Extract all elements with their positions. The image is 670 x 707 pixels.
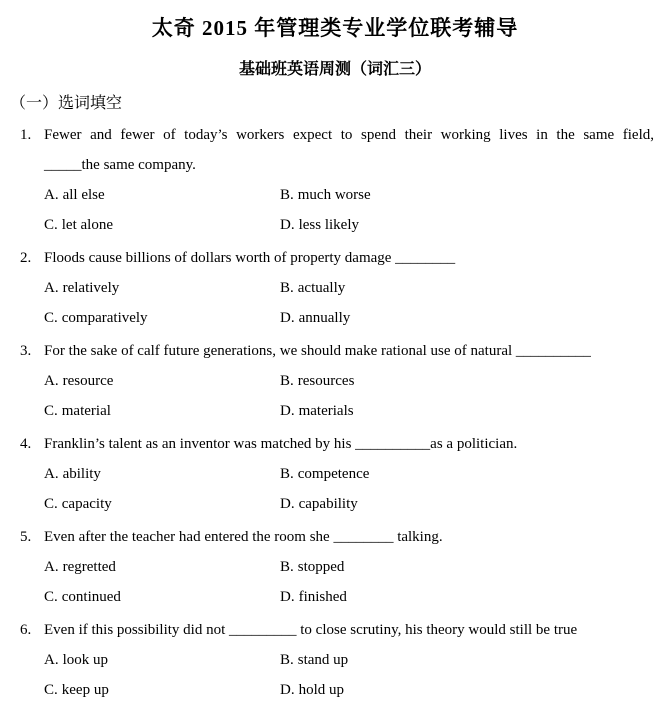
option-text: materials [298, 403, 354, 419]
question-body [44, 243, 654, 333]
option-c [44, 489, 280, 519]
option-label: D. [280, 496, 295, 512]
option-text: resource [62, 373, 114, 389]
option-label: A. [44, 652, 59, 668]
option-a [44, 180, 280, 210]
question-text-line: Floods cause billions of dollars worth of property damage ________ [44, 250, 456, 266]
option-text: keep up [61, 682, 109, 698]
question-text-line: _____the same company. [44, 157, 196, 173]
option-a [44, 366, 280, 396]
option-row [44, 366, 654, 396]
option-label: C. [44, 217, 58, 233]
question-number: 1. [20, 127, 32, 143]
option-label: B. [280, 187, 294, 203]
question-text-line: Fewer and fewer of today’s workers expect to spend their working lives in the same field, [44, 127, 654, 143]
option-text: regretted [62, 559, 116, 575]
question-4 [0, 429, 670, 519]
option-label: D. [280, 217, 295, 233]
option-text: annually [298, 310, 351, 326]
option-label: C. [44, 496, 58, 512]
option-label: A. [44, 466, 59, 482]
option-row [44, 489, 654, 519]
option-label: C. [44, 403, 58, 419]
option-label: C. [44, 682, 58, 698]
question-body [44, 615, 654, 705]
option-text: relatively [62, 280, 120, 296]
option-row [44, 210, 654, 240]
option-text: ability [62, 466, 101, 482]
option-label: A. [44, 373, 59, 389]
option-b [280, 366, 654, 396]
option-a [44, 273, 280, 303]
option-label: D. [280, 682, 295, 698]
option-c [44, 582, 280, 612]
option-d [280, 489, 654, 519]
option-row [44, 459, 654, 489]
option-c [44, 210, 280, 240]
question-2 [0, 243, 670, 333]
option-row [44, 552, 654, 582]
option-b [280, 273, 654, 303]
option-text: stand up [297, 652, 349, 668]
option-label: A. [44, 280, 59, 296]
option-row [44, 303, 654, 333]
option-b [280, 645, 654, 675]
option-a [44, 645, 280, 675]
question-1 [0, 120, 670, 240]
option-label: C. [44, 589, 58, 605]
option-text: competence [297, 466, 370, 482]
option-row [44, 645, 654, 675]
option-label: A. [44, 559, 59, 575]
option-text: hold up [298, 682, 345, 698]
question-body [44, 429, 654, 519]
option-c [44, 675, 280, 705]
option-row [44, 675, 654, 705]
page-title: 太奇 2015 年管理类专业学位联考辅导 [151, 16, 519, 40]
question-6 [0, 615, 670, 705]
question-number: 6. [20, 622, 32, 638]
option-text: comparatively [61, 310, 148, 326]
question-body [44, 120, 654, 240]
question-text-line: Franklin’s talent as an inventor was matched by his __________as a politician. [44, 436, 518, 452]
option-b [280, 180, 654, 210]
option-text: continued [61, 589, 121, 605]
option-label: B. [280, 466, 294, 482]
option-text: much worse [297, 187, 371, 203]
option-c [44, 396, 280, 426]
option-b [280, 459, 654, 489]
option-text: look up [62, 652, 109, 668]
question-number: 3. [20, 343, 32, 359]
option-d [280, 396, 654, 426]
option-text: less likely [298, 217, 360, 233]
question-text-line: Even after the teacher had entered the room she ________ talking. [44, 529, 443, 545]
section-heading: （一）选词填空 [10, 95, 123, 112]
option-label: B. [280, 373, 294, 389]
option-label: A. [44, 187, 59, 203]
option-row [44, 180, 654, 210]
option-row [44, 582, 654, 612]
option-label: B. [280, 652, 294, 668]
option-label: B. [280, 280, 294, 296]
option-label: B. [280, 559, 294, 575]
question-text-line: Even if this possibility did not _________ to close scrutiny, his theory would still be true [44, 622, 578, 638]
question-body [44, 522, 654, 612]
question-text-line: For the sake of calf future generations, we should make rational use of natural __________ [44, 343, 591, 359]
question-3 [0, 336, 670, 426]
question-5 [0, 522, 670, 612]
option-c [44, 303, 280, 333]
question-body [44, 336, 654, 426]
option-text: resources [297, 373, 355, 389]
option-text: material [61, 403, 111, 419]
option-d [280, 582, 654, 612]
option-d [280, 210, 654, 240]
option-d [280, 303, 654, 333]
option-d [280, 675, 654, 705]
option-label: D. [280, 589, 295, 605]
option-label: D. [280, 310, 295, 326]
option-row [44, 396, 654, 426]
question-number: 2. [20, 250, 32, 266]
option-b [280, 552, 654, 582]
option-label: D. [280, 403, 295, 419]
option-text: capacity [61, 496, 112, 512]
option-text: actually [297, 280, 346, 296]
option-text: stopped [297, 559, 345, 575]
option-text: let alone [61, 217, 113, 233]
option-a [44, 459, 280, 489]
page-subtitle: 基础班英语周测（词汇三） [238, 61, 431, 78]
option-text: all else [62, 187, 105, 203]
option-text: finished [298, 589, 347, 605]
option-row [44, 273, 654, 303]
question-number: 5. [20, 529, 32, 545]
question-number: 4. [20, 436, 32, 452]
option-a [44, 552, 280, 582]
option-label: C. [44, 310, 58, 326]
question-list [0, 120, 670, 705]
option-text: capability [298, 496, 358, 512]
